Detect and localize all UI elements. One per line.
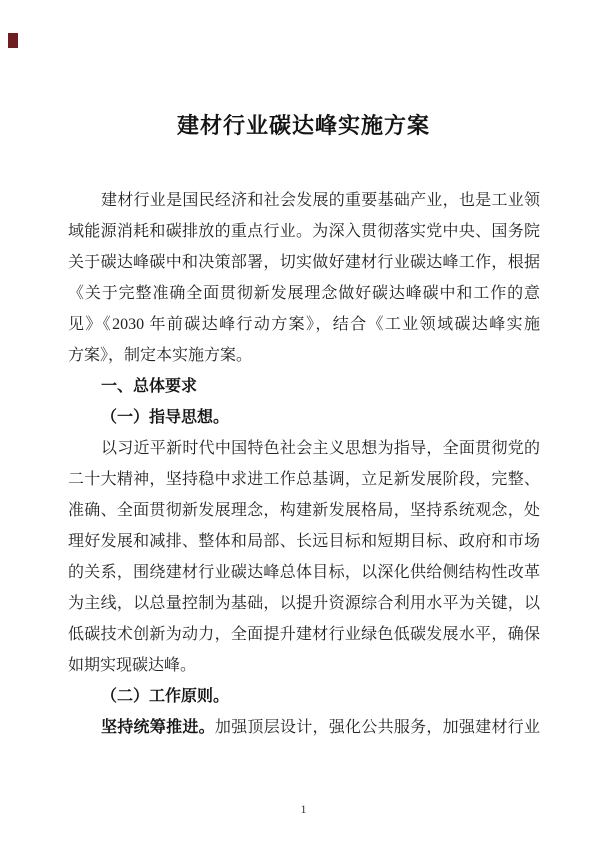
- text-run: 如期实现碳达峰。: [68, 657, 197, 674]
- text-run: 见》《2030 年前碳达峰行动方案》，结合《工业领域碳达峰实施: [68, 316, 540, 333]
- corner-mark: [8, 33, 18, 48]
- body-line: [68, 526, 540, 557]
- body-line: [68, 650, 540, 681]
- heading-line: [68, 371, 540, 402]
- body-line: [68, 495, 540, 526]
- text-run: 理好发展和减排、整体和局部、长远目标和短期目标、政府和市场: [68, 533, 540, 550]
- body-line: [68, 433, 540, 464]
- body-line: [68, 712, 540, 743]
- page-number: 1: [300, 802, 307, 816]
- body-line: [68, 185, 540, 216]
- text-run: 加强顶层设计，强化公共服务，加强建材行业: [214, 719, 540, 736]
- document-title: 建材行业碳达峰实施方案: [176, 113, 430, 138]
- body-line: [68, 278, 540, 309]
- body-line: [68, 216, 540, 247]
- text-run: （二）工作原则。: [101, 688, 230, 705]
- body-line: [68, 619, 540, 650]
- text-run: 低碳技术创新为动力，全面提升建材行业绿色低碳发展水平，确保: [68, 626, 540, 643]
- text-run: 准确、全面贯彻新发展理念，构建新发展格局，坚持系统观念，处: [68, 502, 540, 519]
- heading-line: [68, 681, 540, 712]
- text-run: 方案》，制定本实施方案。: [68, 347, 253, 364]
- heading-line: [68, 402, 540, 433]
- text-run: 《关于完整准确全面贯彻新发展理念做好碳达峰碳中和工作的意: [68, 285, 540, 302]
- body-line: [68, 588, 540, 619]
- text-run: 的关系，围绕建材行业碳达峰总体目标，以深化供给侧结构性改革: [68, 564, 540, 581]
- body-line: [68, 557, 540, 588]
- body-line: [68, 340, 540, 371]
- text-run: 建材行业是国民经济和社会发展的重要基础产业，也是工业领: [101, 192, 540, 209]
- bold-run: 坚持统筹推进。: [101, 719, 215, 736]
- text-run: 域能源消耗和碳排放的重点行业。为深入贯彻落实党中央、国务院: [68, 223, 540, 240]
- document-body: [68, 185, 540, 743]
- text-run: 二十大精神，坚持稳中求进工作总基调，立足新发展阶段，完整、: [68, 471, 540, 488]
- text-run: 以习近平新时代中国特色社会主义思想为指导，全面贯彻党的: [101, 440, 540, 457]
- text-run: 一、总体要求: [101, 378, 198, 395]
- text-run: 为主线，以总量控制为基础，以提升资源综合利用水平为关键，以: [68, 595, 540, 612]
- body-line: [68, 247, 540, 278]
- text-run: 关于碳达峰碳中和决策部署，切实做好建材行业碳达峰工作，根据: [68, 254, 540, 271]
- body-line: [68, 309, 540, 340]
- body-line: [68, 464, 540, 495]
- text-run: （一）指导思想。: [101, 409, 230, 426]
